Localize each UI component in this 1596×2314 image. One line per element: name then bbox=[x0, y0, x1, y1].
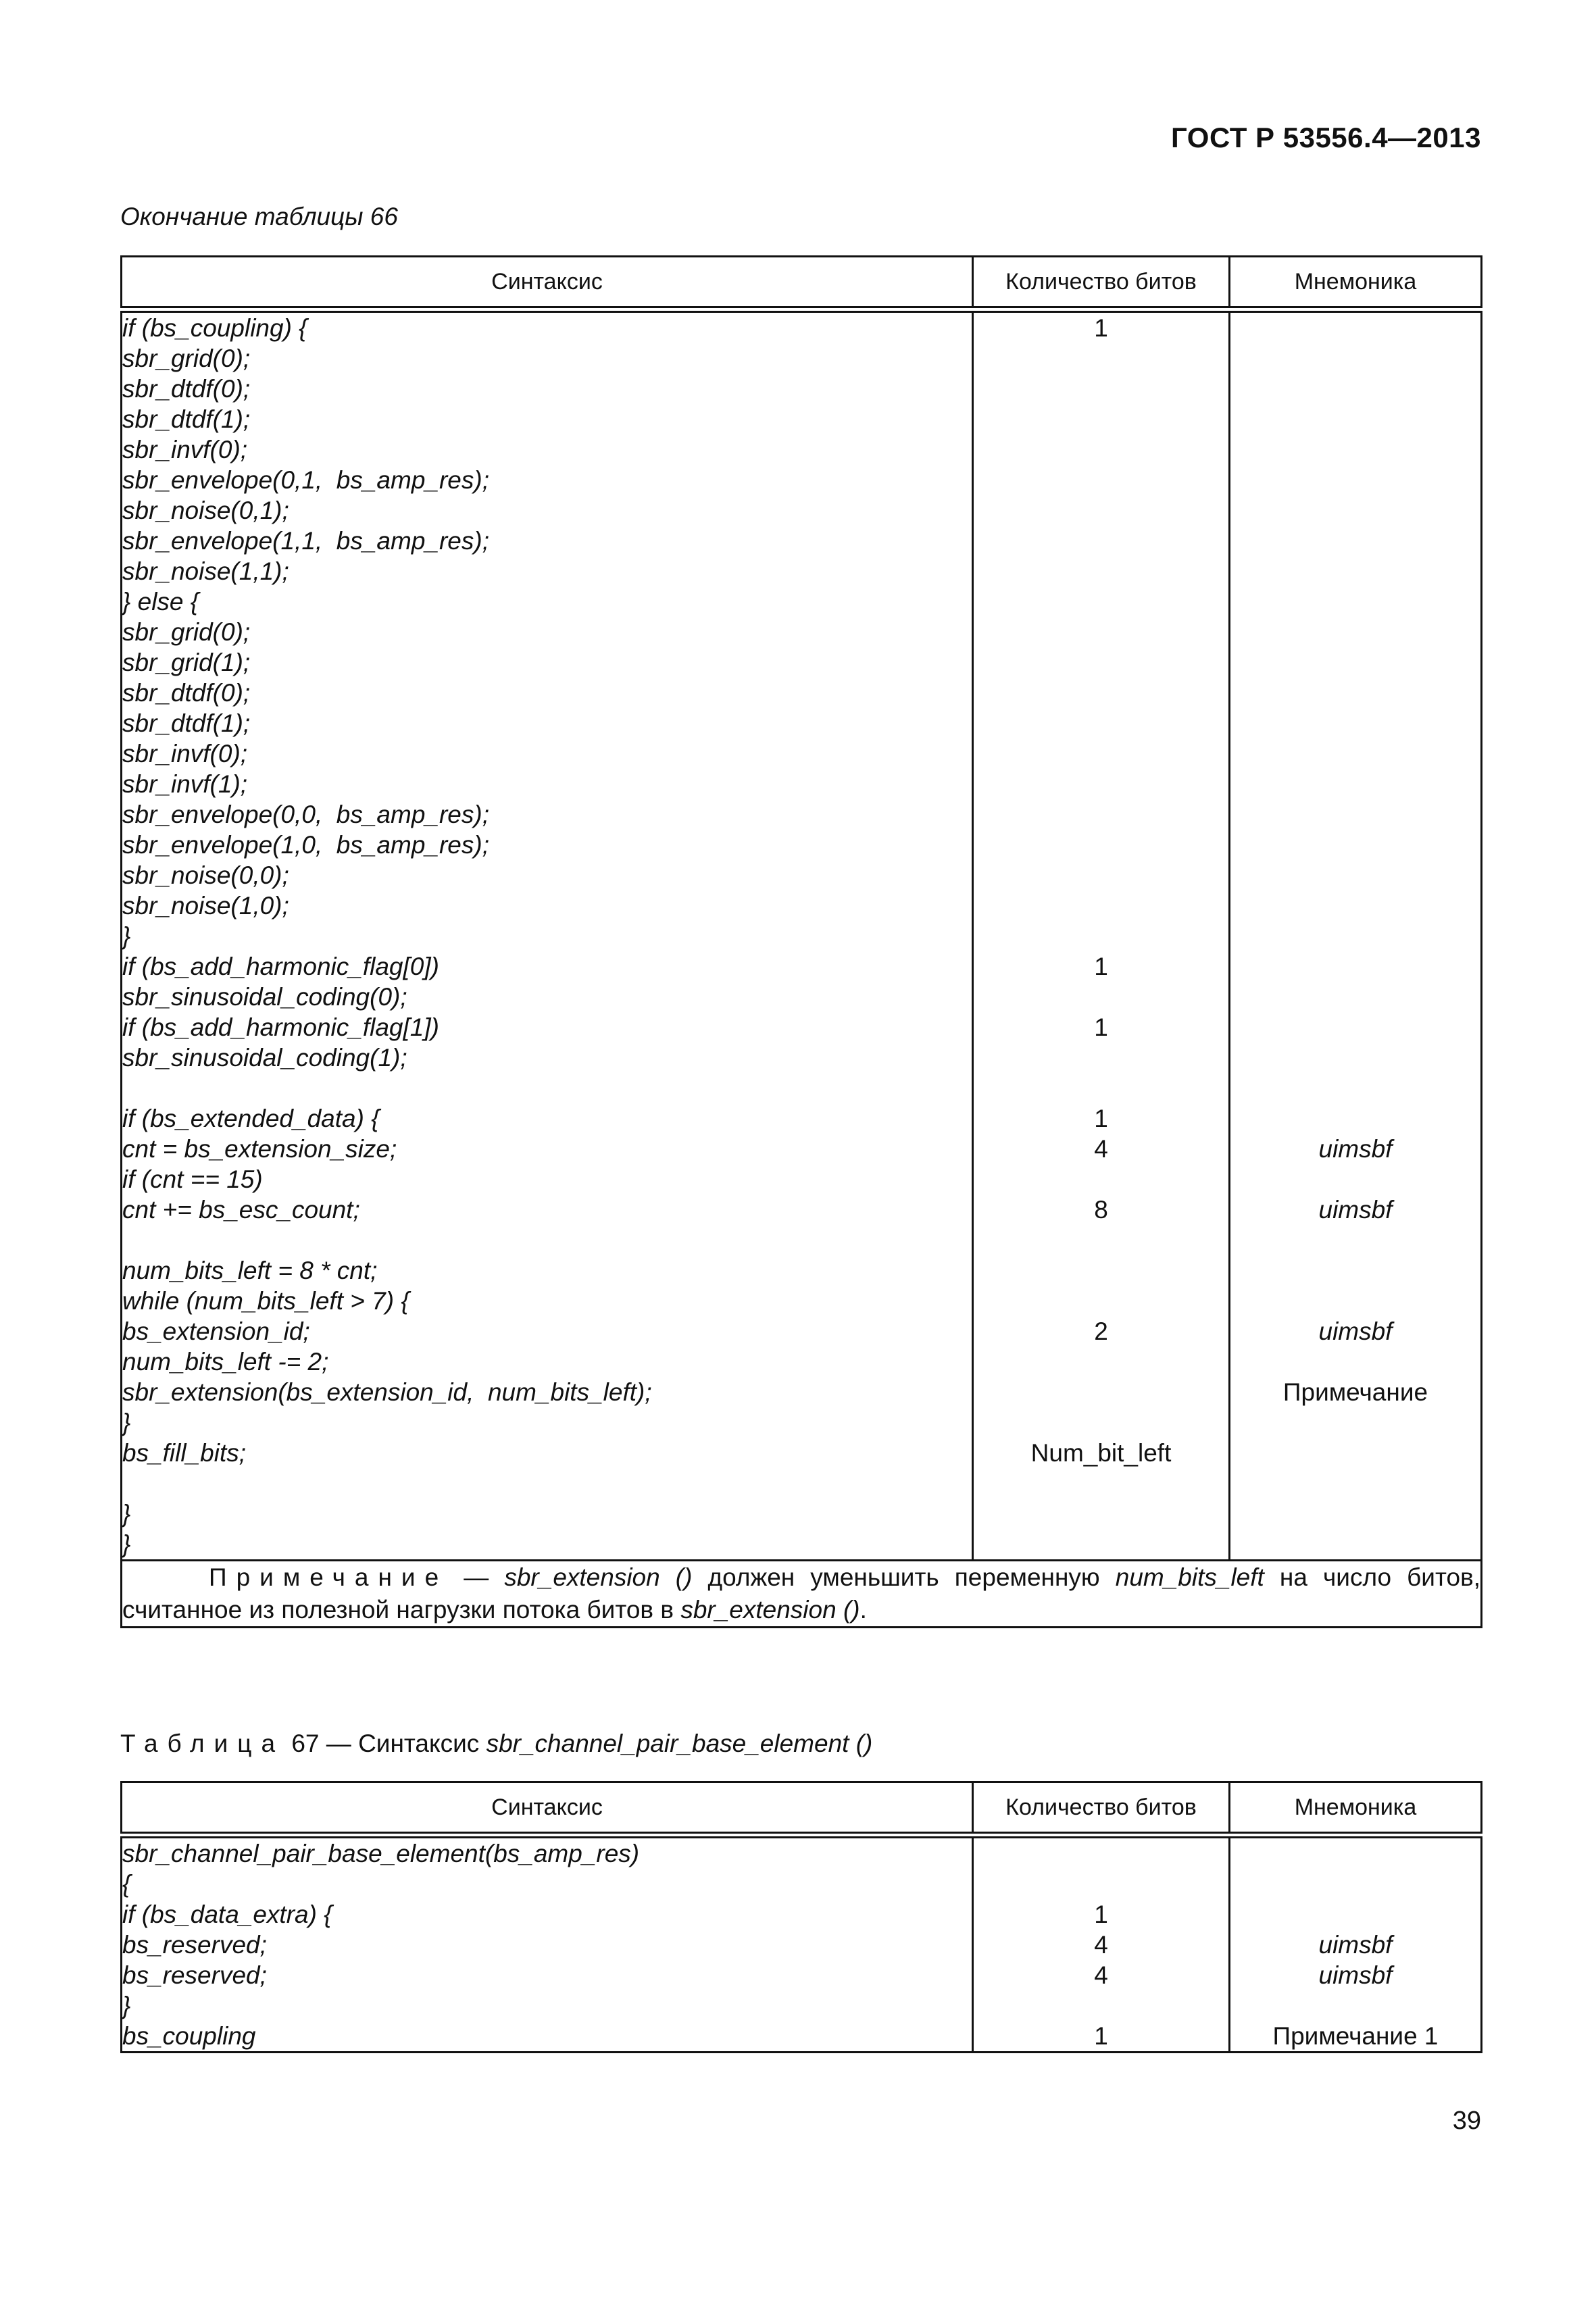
mnemonic-cell bbox=[1230, 374, 1480, 404]
syntax-cell: if (bs_data_extra) { bbox=[122, 1901, 332, 1928]
header-mnemonic: Мнемоника bbox=[1230, 257, 1482, 310]
syntax-cell: sbr_sinusoidal_coding(1); bbox=[122, 1044, 407, 1072]
table67-bits-column bbox=[973, 1835, 1230, 2053]
mnemonic-cell bbox=[1230, 1012, 1480, 1042]
bits-cell bbox=[974, 1255, 1228, 1286]
syntax-cell: sbr_noise(1,1); bbox=[122, 557, 289, 585]
bits-cell: 4 bbox=[1094, 1135, 1108, 1163]
mnemonic-cell bbox=[1230, 434, 1480, 465]
mnemonic-cell bbox=[1230, 1529, 1480, 1559]
syntax-cell: sbr_channel_pair_base_element(bs_amp_res) bbox=[122, 1840, 640, 1867]
note-text2: на число битов, считанное из полезной нагрузки потока битов в bbox=[122, 1563, 1481, 1624]
page-number: 39 bbox=[1452, 2107, 1481, 2135]
bits-cell: 1 bbox=[1094, 2022, 1108, 2050]
bits-cell bbox=[974, 982, 1228, 1012]
mnemonic-cell bbox=[1230, 617, 1480, 647]
bits-cell bbox=[974, 586, 1228, 617]
mnemonic-cell bbox=[1230, 556, 1480, 586]
syntax-cell: { bbox=[122, 1870, 131, 1898]
bits-cell bbox=[974, 738, 1228, 769]
syntax-cell: sbr_envelope(1,1, bs_amp_res); bbox=[122, 527, 489, 555]
syntax-cell: sbr_dtdf(0); bbox=[122, 375, 251, 403]
mnemonic-cell bbox=[1230, 1438, 1480, 1468]
bits-cell: 1 bbox=[1094, 1105, 1108, 1132]
syntax-cell: sbr_invf(1); bbox=[122, 770, 248, 798]
mnemonic-cell bbox=[1230, 921, 1480, 951]
mnemonic-cell bbox=[1230, 1225, 1480, 1255]
bits-cell bbox=[974, 1990, 1228, 2021]
table67-caption-func: sbr_channel_pair_base_element () bbox=[486, 1730, 873, 1757]
note-var: num_bits_left bbox=[1115, 1563, 1264, 1591]
mnemonic-cell bbox=[1230, 647, 1480, 678]
mnemonic-cell: uimsbf bbox=[1318, 1931, 1393, 1959]
bits-cell bbox=[974, 1042, 1228, 1073]
bits-cell bbox=[974, 1407, 1228, 1438]
bits-cell bbox=[974, 1377, 1228, 1407]
syntax-cell: if (bs_add_harmonic_flag[1]) bbox=[122, 1013, 439, 1041]
bits-cell bbox=[974, 769, 1228, 799]
syntax-cell: sbr_grid(0); bbox=[122, 345, 251, 372]
mnemonic-cell bbox=[1230, 1255, 1480, 1286]
syntax-cell: sbr_envelope(0,0, bs_amp_res); bbox=[122, 801, 489, 828]
syntax-cell: sbr_dtdf(1); bbox=[122, 709, 251, 737]
mnemonic-cell: uimsbf bbox=[1318, 1961, 1393, 1989]
bits-cell bbox=[974, 526, 1228, 556]
bits-cell bbox=[974, 495, 1228, 526]
mnemonic-cell bbox=[1230, 586, 1480, 617]
note-func2: sbr_extension () bbox=[680, 1596, 860, 1624]
syntax-cell: sbr_invf(0); bbox=[122, 436, 248, 463]
syntax-cell: sbr_grid(1); bbox=[122, 649, 251, 676]
syntax-cell: num_bits_left -= 2; bbox=[122, 1348, 329, 1376]
syntax-cell: while (num_bits_left > 7) { bbox=[122, 1287, 409, 1315]
bits-cell bbox=[974, 1225, 1228, 1255]
mnemonic-cell bbox=[1230, 404, 1480, 434]
bits-cell: 1 bbox=[1094, 1013, 1108, 1041]
mnemonic-cell: Примечание 1 bbox=[1272, 2022, 1439, 2050]
table67-mnemonic-column bbox=[1230, 1835, 1482, 2053]
mnemonic-cell: Примечание bbox=[1282, 1378, 1428, 1406]
table66-bits-column bbox=[973, 309, 1230, 1561]
syntax-cell: bs_reserved; bbox=[122, 1931, 267, 1959]
syntax-cell: sbr_grid(0); bbox=[122, 618, 251, 646]
bits-cell bbox=[974, 404, 1228, 434]
mnemonic-cell bbox=[1230, 860, 1480, 890]
syntax-cell: } bbox=[122, 1409, 131, 1436]
mnemonic-cell bbox=[1230, 1468, 1480, 1499]
table-66 bbox=[120, 255, 1482, 1628]
note-end: . bbox=[859, 1596, 867, 1624]
mnemonic-cell bbox=[1230, 678, 1480, 708]
bits-cell bbox=[974, 434, 1228, 465]
syntax-cell: bs_extension_id; bbox=[122, 1317, 310, 1345]
mnemonic-cell bbox=[1230, 1103, 1480, 1134]
mnemonic-cell: uimsbf bbox=[1318, 1317, 1393, 1345]
syntax-cell: sbr_sinusoidal_coding(0); bbox=[122, 983, 407, 1011]
syntax-cell: sbr_extension(bs_extension_id, num_bits_left); bbox=[122, 1378, 652, 1406]
syntax-cell: sbr_invf(0); bbox=[122, 740, 248, 768]
syntax-cell: } bbox=[122, 922, 131, 950]
syntax-cell: num_bits_left = 8 * cnt; bbox=[122, 1257, 378, 1284]
bits-cell bbox=[974, 647, 1228, 678]
bits-cell bbox=[974, 921, 1228, 951]
bits-cell bbox=[974, 1073, 1228, 1103]
mnemonic-cell bbox=[1230, 1286, 1480, 1316]
mnemonic-cell bbox=[1230, 1869, 1480, 1899]
bits-cell bbox=[974, 1869, 1228, 1899]
header-bits: Количество битов bbox=[973, 257, 1230, 310]
syntax-cell: if (bs_add_harmonic_flag[0]) bbox=[122, 953, 439, 980]
mnemonic-cell bbox=[1230, 465, 1480, 495]
syntax-cell: sbr_noise(0,0); bbox=[122, 861, 289, 889]
syntax-cell: } bbox=[122, 1530, 131, 1558]
syntax-cell: bs_coupling bbox=[122, 2022, 256, 2050]
mnemonic-cell bbox=[1230, 343, 1480, 374]
syntax-cell: cnt = bs_extension_size; bbox=[122, 1135, 397, 1163]
syntax-cell: } else { bbox=[122, 588, 199, 615]
mnemonic-cell bbox=[1230, 769, 1480, 799]
bits-cell: 4 bbox=[1094, 1961, 1108, 1989]
syntax-cell: } bbox=[122, 1992, 131, 2019]
syntax-cell: } bbox=[122, 1500, 131, 1528]
syntax-cell: sbr_envelope(0,1, bs_amp_res); bbox=[122, 466, 489, 494]
syntax-cell: if (bs_extended_data) { bbox=[122, 1105, 380, 1132]
header-bits: Количество битов bbox=[973, 1782, 1230, 1836]
bits-cell bbox=[974, 708, 1228, 738]
mnemonic-cell: uimsbf bbox=[1318, 1135, 1393, 1163]
mnemonic-cell bbox=[1230, 1407, 1480, 1438]
mnemonic-cell bbox=[1230, 1838, 1480, 1869]
syntax-cell: bs_fill_bits; bbox=[122, 1439, 247, 1467]
table67-syntax-column bbox=[122, 1835, 973, 2053]
mnemonic-cell bbox=[1230, 951, 1480, 982]
note-text1: должен уменьшить переменную bbox=[692, 1563, 1116, 1591]
note-dash: — bbox=[448, 1563, 505, 1591]
bits-cell: 4 bbox=[1094, 1931, 1108, 1959]
bits-cell bbox=[974, 830, 1228, 860]
bits-cell bbox=[974, 1468, 1228, 1499]
syntax-cell: if (bs_coupling) { bbox=[122, 314, 307, 342]
bits-cell bbox=[974, 374, 1228, 404]
bits-cell bbox=[974, 1529, 1228, 1559]
syntax-cell: if (cnt == 15) bbox=[122, 1165, 263, 1193]
mnemonic-cell bbox=[1230, 526, 1480, 556]
standard-header: ГОСТ Р 53556.4—2013 bbox=[1171, 122, 1481, 153]
bits-cell: Num_bit_left bbox=[1030, 1439, 1172, 1467]
table67-caption-prefix: Таблица bbox=[120, 1730, 285, 1757]
bits-cell bbox=[974, 678, 1228, 708]
syntax-cell bbox=[122, 1225, 972, 1255]
mnemonic-cell bbox=[1230, 1347, 1480, 1377]
table-67 bbox=[120, 1781, 1482, 2053]
note-label: Примечание bbox=[209, 1563, 449, 1591]
header-syntax: Синтаксис bbox=[122, 257, 973, 310]
bits-cell: 1 bbox=[1094, 1901, 1108, 1928]
mnemonic-cell bbox=[1230, 738, 1480, 769]
bits-cell bbox=[974, 1286, 1228, 1316]
mnemonic-cell bbox=[1230, 1990, 1480, 2021]
bits-cell bbox=[974, 1347, 1228, 1377]
mnemonic-cell bbox=[1230, 1073, 1480, 1103]
table66-continuation-caption: Окончание таблицы 66 bbox=[120, 203, 398, 230]
table67-caption-number: 67 — Синтаксис bbox=[284, 1730, 487, 1757]
bits-cell bbox=[974, 1164, 1228, 1194]
table66-note bbox=[122, 1561, 1482, 1628]
syntax-cell bbox=[122, 1468, 972, 1499]
bits-cell bbox=[974, 860, 1228, 890]
table66-mnemonic-column bbox=[1230, 309, 1482, 1561]
mnemonic-cell bbox=[1230, 1899, 1480, 1930]
mnemonic-cell bbox=[1230, 1164, 1480, 1194]
bits-cell bbox=[974, 465, 1228, 495]
syntax-cell: sbr_noise(0,1); bbox=[122, 497, 289, 524]
mnemonic-cell bbox=[1230, 1499, 1480, 1529]
syntax-cell: cnt += bs_esc_count; bbox=[122, 1196, 360, 1224]
syntax-cell: sbr_dtdf(0); bbox=[122, 679, 251, 707]
mnemonic-cell bbox=[1230, 708, 1480, 738]
bits-cell: 2 bbox=[1094, 1317, 1108, 1345]
bits-cell bbox=[974, 1838, 1228, 1869]
bits-cell bbox=[974, 556, 1228, 586]
bits-cell bbox=[974, 617, 1228, 647]
mnemonic-cell bbox=[1230, 1042, 1480, 1073]
bits-cell bbox=[974, 343, 1228, 374]
table66-syntax-column bbox=[122, 309, 973, 1561]
syntax-cell: sbr_noise(1,0); bbox=[122, 892, 289, 920]
table67-caption bbox=[120, 1730, 872, 1758]
bits-cell: 8 bbox=[1094, 1196, 1108, 1224]
mnemonic-cell bbox=[1230, 313, 1480, 343]
mnemonic-cell bbox=[1230, 982, 1480, 1012]
bits-cell bbox=[974, 890, 1228, 921]
note-func1: sbr_extension () bbox=[504, 1563, 693, 1591]
header-syntax: Синтаксис bbox=[122, 1782, 973, 1836]
bits-cell: 1 bbox=[1094, 953, 1108, 980]
mnemonic-cell bbox=[1230, 495, 1480, 526]
bits-cell bbox=[974, 1499, 1228, 1529]
bits-cell bbox=[974, 799, 1228, 830]
syntax-cell: bs_reserved; bbox=[122, 1961, 267, 1989]
header-mnemonic: Мнемоника bbox=[1230, 1782, 1482, 1836]
syntax-cell bbox=[122, 1073, 972, 1103]
mnemonic-cell bbox=[1230, 830, 1480, 860]
mnemonic-cell: uimsbf bbox=[1318, 1196, 1393, 1224]
syntax-cell: sbr_dtdf(1); bbox=[122, 405, 251, 433]
mnemonic-cell bbox=[1230, 799, 1480, 830]
syntax-cell: sbr_envelope(1,0, bs_amp_res); bbox=[122, 831, 489, 859]
mnemonic-cell bbox=[1230, 890, 1480, 921]
bits-cell: 1 bbox=[1094, 314, 1108, 342]
